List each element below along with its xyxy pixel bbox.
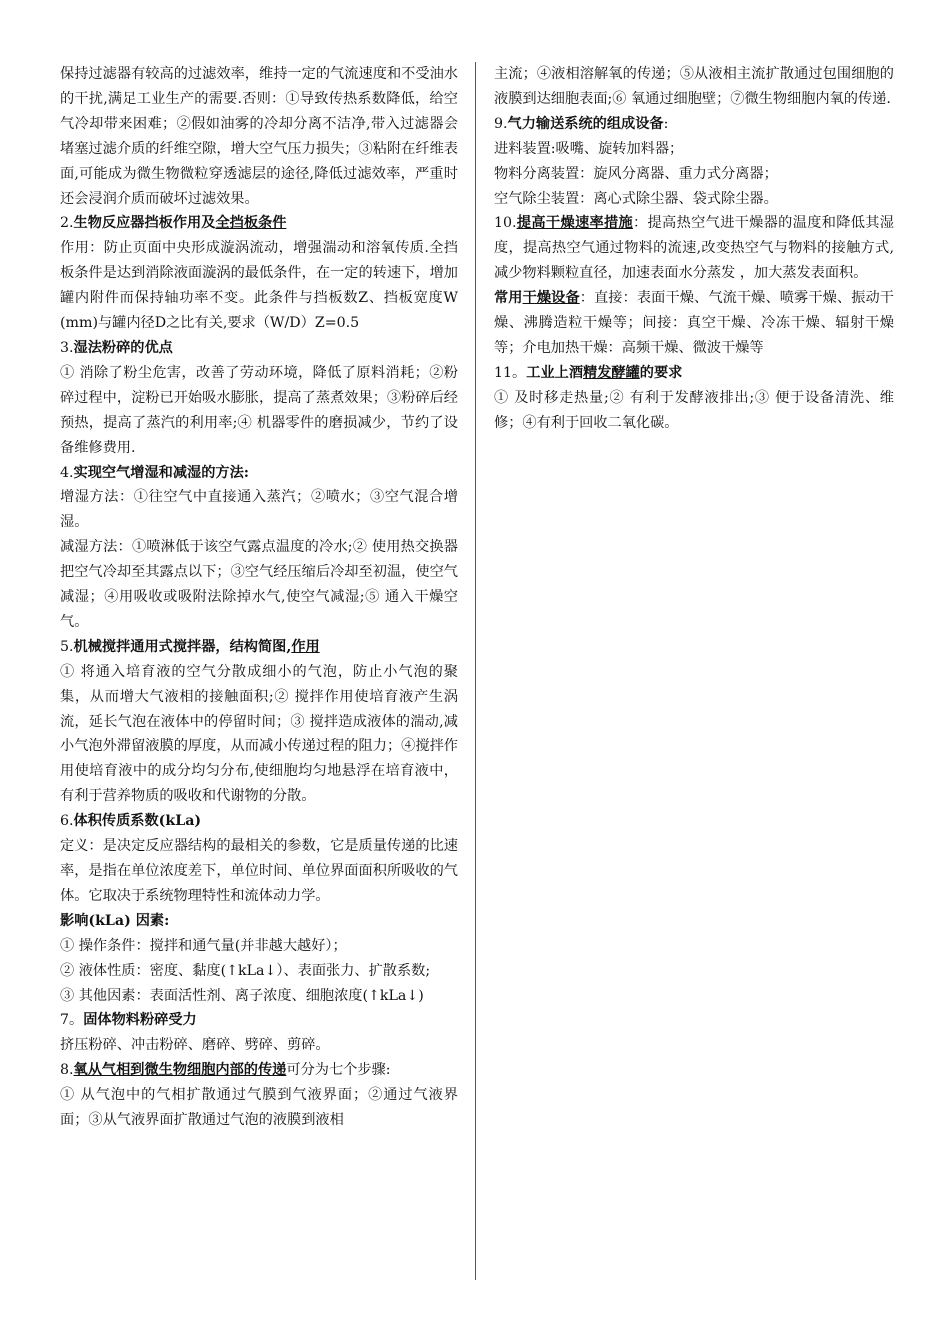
- section-6-factor-2: ② 液体性质：密度、黏度(↑kLa↓）、表面张力、扩散系数;: [60, 962, 431, 979]
- section-10-number: 10.: [494, 215, 517, 232]
- section-1-body: 保持过滤器有较高的过滤效率，维持一定的气流速度和不受油水的干扰,满足工业生产的需要.否则：①导致传热系数降低，给空气冷却带来困难；②假如油雾的冷却分离不洁净,带入过滤器会堵塞过滤介质的纤维空隙，增大空气压力损失；③粘附在纤维表面,可能成为微生物微粒穿透滤层的途径,降低过滤效率，严重时还会浸润介质而破坏过滤效果。: [60, 66, 458, 207]
- section-9-line-2: 物料分离装置：旋风分离器、重力式分离器；: [494, 165, 778, 182]
- section-6-definition: 定义：是决定反应器结构的最相关的参数，它是质量传递的比速率，是指在单位浓度差下，单位时间、单位界面面积所吸收的气体。它取决于系统物理特性和流体动力学。: [60, 838, 458, 904]
- section-9-colon: :: [663, 115, 669, 132]
- section-7-number: 7。: [60, 1012, 84, 1029]
- section-10-devices-label-underlined: 干燥设备: [522, 290, 580, 307]
- section-2-number: 2.: [60, 215, 74, 232]
- left-column: [60, 62, 458, 1133]
- section-8-title: 氧从气相到微生物细胞内部的传递: [73, 1062, 287, 1079]
- section-9-heading: [494, 112, 894, 137]
- right-column: [494, 62, 894, 436]
- section-11-number: 11。: [494, 364, 527, 381]
- section-11-heading: [494, 361, 894, 386]
- section-5-title-underlined: 作用: [291, 638, 320, 655]
- section-5-title: 机械搅拌通用式搅拌器，结构简图,: [73, 638, 292, 655]
- section-9-number: 9.: [494, 115, 508, 132]
- section-2-title: 生物反应器挡板作用及: [73, 215, 216, 232]
- section-2-body: 作用：防止页面中央形成漩涡流动，增强湍动和溶氧传质.全挡板条件是达到消除液面漩涡的最低条件，在一定的转速下，增加罐内附件而保持轴功率不变。此条件与挡板数Z、挡板宽度W(mm)与罐内径D之比有关,要求（W/D）Z=0.5: [60, 240, 458, 332]
- section-3-number: 3.: [60, 339, 74, 356]
- section-2-heading: [60, 211, 458, 236]
- section-11-title-underlined: 精发酵罐: [583, 364, 640, 381]
- section-6-factor-1: ① 操作条件：搅拌和通气量(并非越大越好）；: [60, 937, 347, 954]
- section-11-title-tail: 的要求: [639, 364, 683, 381]
- section-4-title: 实现空气增湿和减湿的方法:: [73, 464, 250, 481]
- section-7-heading: [60, 1008, 458, 1033]
- section-11-body: ① 及时移走热量;② 有利于发酵液排出;③ 便于设备清洗、维修；④有利于回收二氧化碳。: [494, 389, 894, 431]
- section-8-title-tail: 可分为七个步骤:: [286, 1062, 391, 1079]
- column-divider: [475, 62, 476, 1280]
- section-11-title: 工业上酒: [526, 364, 584, 381]
- section-10-devices-body: ：直接：表面干燥、气流干燥、喷雾干燥、振动干燥、沸腾造粒干燥等；间接：真空干燥、冷冻干燥、辐射干燥等；介电加热干燥：高频干燥、微波干燥等: [494, 290, 894, 356]
- section-10-devices-label: 常用: [494, 290, 523, 307]
- section-7-body: 挤压粉碎、冲击粉碎、磨碎、劈碎、剪碎。: [60, 1037, 330, 1054]
- section-6-heading: [60, 809, 458, 834]
- section-8-body-continued: 主流；④液相溶解氧的传递；⑤从液相主流扩散通过包围细胞的液膜到达细胞表面;⑥ 氧通过细胞壁；⑦微生物细胞内氧的传递.: [494, 66, 894, 107]
- section-6-factors-title: 影响(kLa) 因素:: [60, 912, 170, 929]
- section-7-title: 固体物料粉碎受力: [83, 1012, 197, 1029]
- section-2-title-underlined: 全挡板条件: [215, 215, 287, 232]
- section-10-devices: [494, 286, 894, 361]
- section-6-factor-3: ③ 其他因素：表面活性剂、离子浓度、细胞浓度(↑kLa↓): [60, 987, 424, 1004]
- section-4-humidify: 增湿方法：①往空气中直接通入蒸汽；②喷水；③空气混合增湿。: [60, 489, 458, 531]
- section-8-heading: [60, 1058, 458, 1083]
- section-3-title: 湿法粉碎的优点: [73, 339, 173, 356]
- section-8-number: 8.: [60, 1062, 74, 1079]
- section-8-body: ① 从气泡中的气相扩散通过气膜到气液界面；②通过气液界面；③从气液界面扩散通过气泡的液膜到液相: [60, 1087, 458, 1129]
- section-9-title: 气力输送系统的组成设备: [507, 115, 664, 132]
- section-4-heading: [60, 461, 458, 486]
- section-6-number: 6.: [60, 813, 74, 830]
- section-9-line-3: 空气除尘装置：离心式除尘器、袋式除尘器。: [494, 190, 778, 207]
- section-10-title: 提高干燥速率措施: [516, 215, 634, 232]
- section-5-body: ① 将通入培育液的空气分散成细小的气泡，防止小气泡的聚集，从而增大气液相的接触面积;② 搅拌作用使培育液产生涡流，延长气泡在液体中的停留时间；③ 搅拌造成液体的湍动,减小气泡外滞留液膜的厚度，从而减小传递过程的阻力；④搅拌作用使培育液中的成分均匀分布,使细胞均匀地悬浮在培育液中，有利于营养物质的吸收和代谢物的分散。: [60, 663, 458, 805]
- section-3-heading: [60, 336, 458, 361]
- section-6-title: 体积传质系数(kLa): [73, 813, 202, 830]
- section-9-line-1: 进料装置:吸嘴、旋转加料器；: [494, 140, 684, 157]
- section-10-body: ：提高热空气进干燥器的温度和降低其湿度，提高热空气通过物料的流速,改变热空气与物料的接触方式,减少物料颗粒直径，加速表面水分蒸发 ，加大蒸发表面积。: [494, 215, 894, 282]
- section-3-body: ① 消除了粉尘危害，改善了劳动环境，降低了原料消耗；②粉碎过程中，淀粉已开始吸水膨胀，提高了蒸煮效果；③粉碎后经预热，提高了蒸汽的利用率;④ 机器零件的磨损减少，节约了设备维修费用.: [60, 364, 458, 456]
- section-5-heading: [60, 635, 458, 660]
- section-10-paragraph: [494, 211, 894, 286]
- section-5-number: 5.: [60, 638, 74, 655]
- section-4-number: 4.: [60, 464, 74, 481]
- section-4-dehumidify: 减湿方法：①喷淋低于该空气露点温度的冷水;② 使用热交换器把空气冷却至其露点以下；③空气经压缩后冷却至初温，使空气减湿；④用吸收或吸附法除掉水气,使空气减湿;⑤ 通入干燥空气。: [60, 539, 458, 630]
